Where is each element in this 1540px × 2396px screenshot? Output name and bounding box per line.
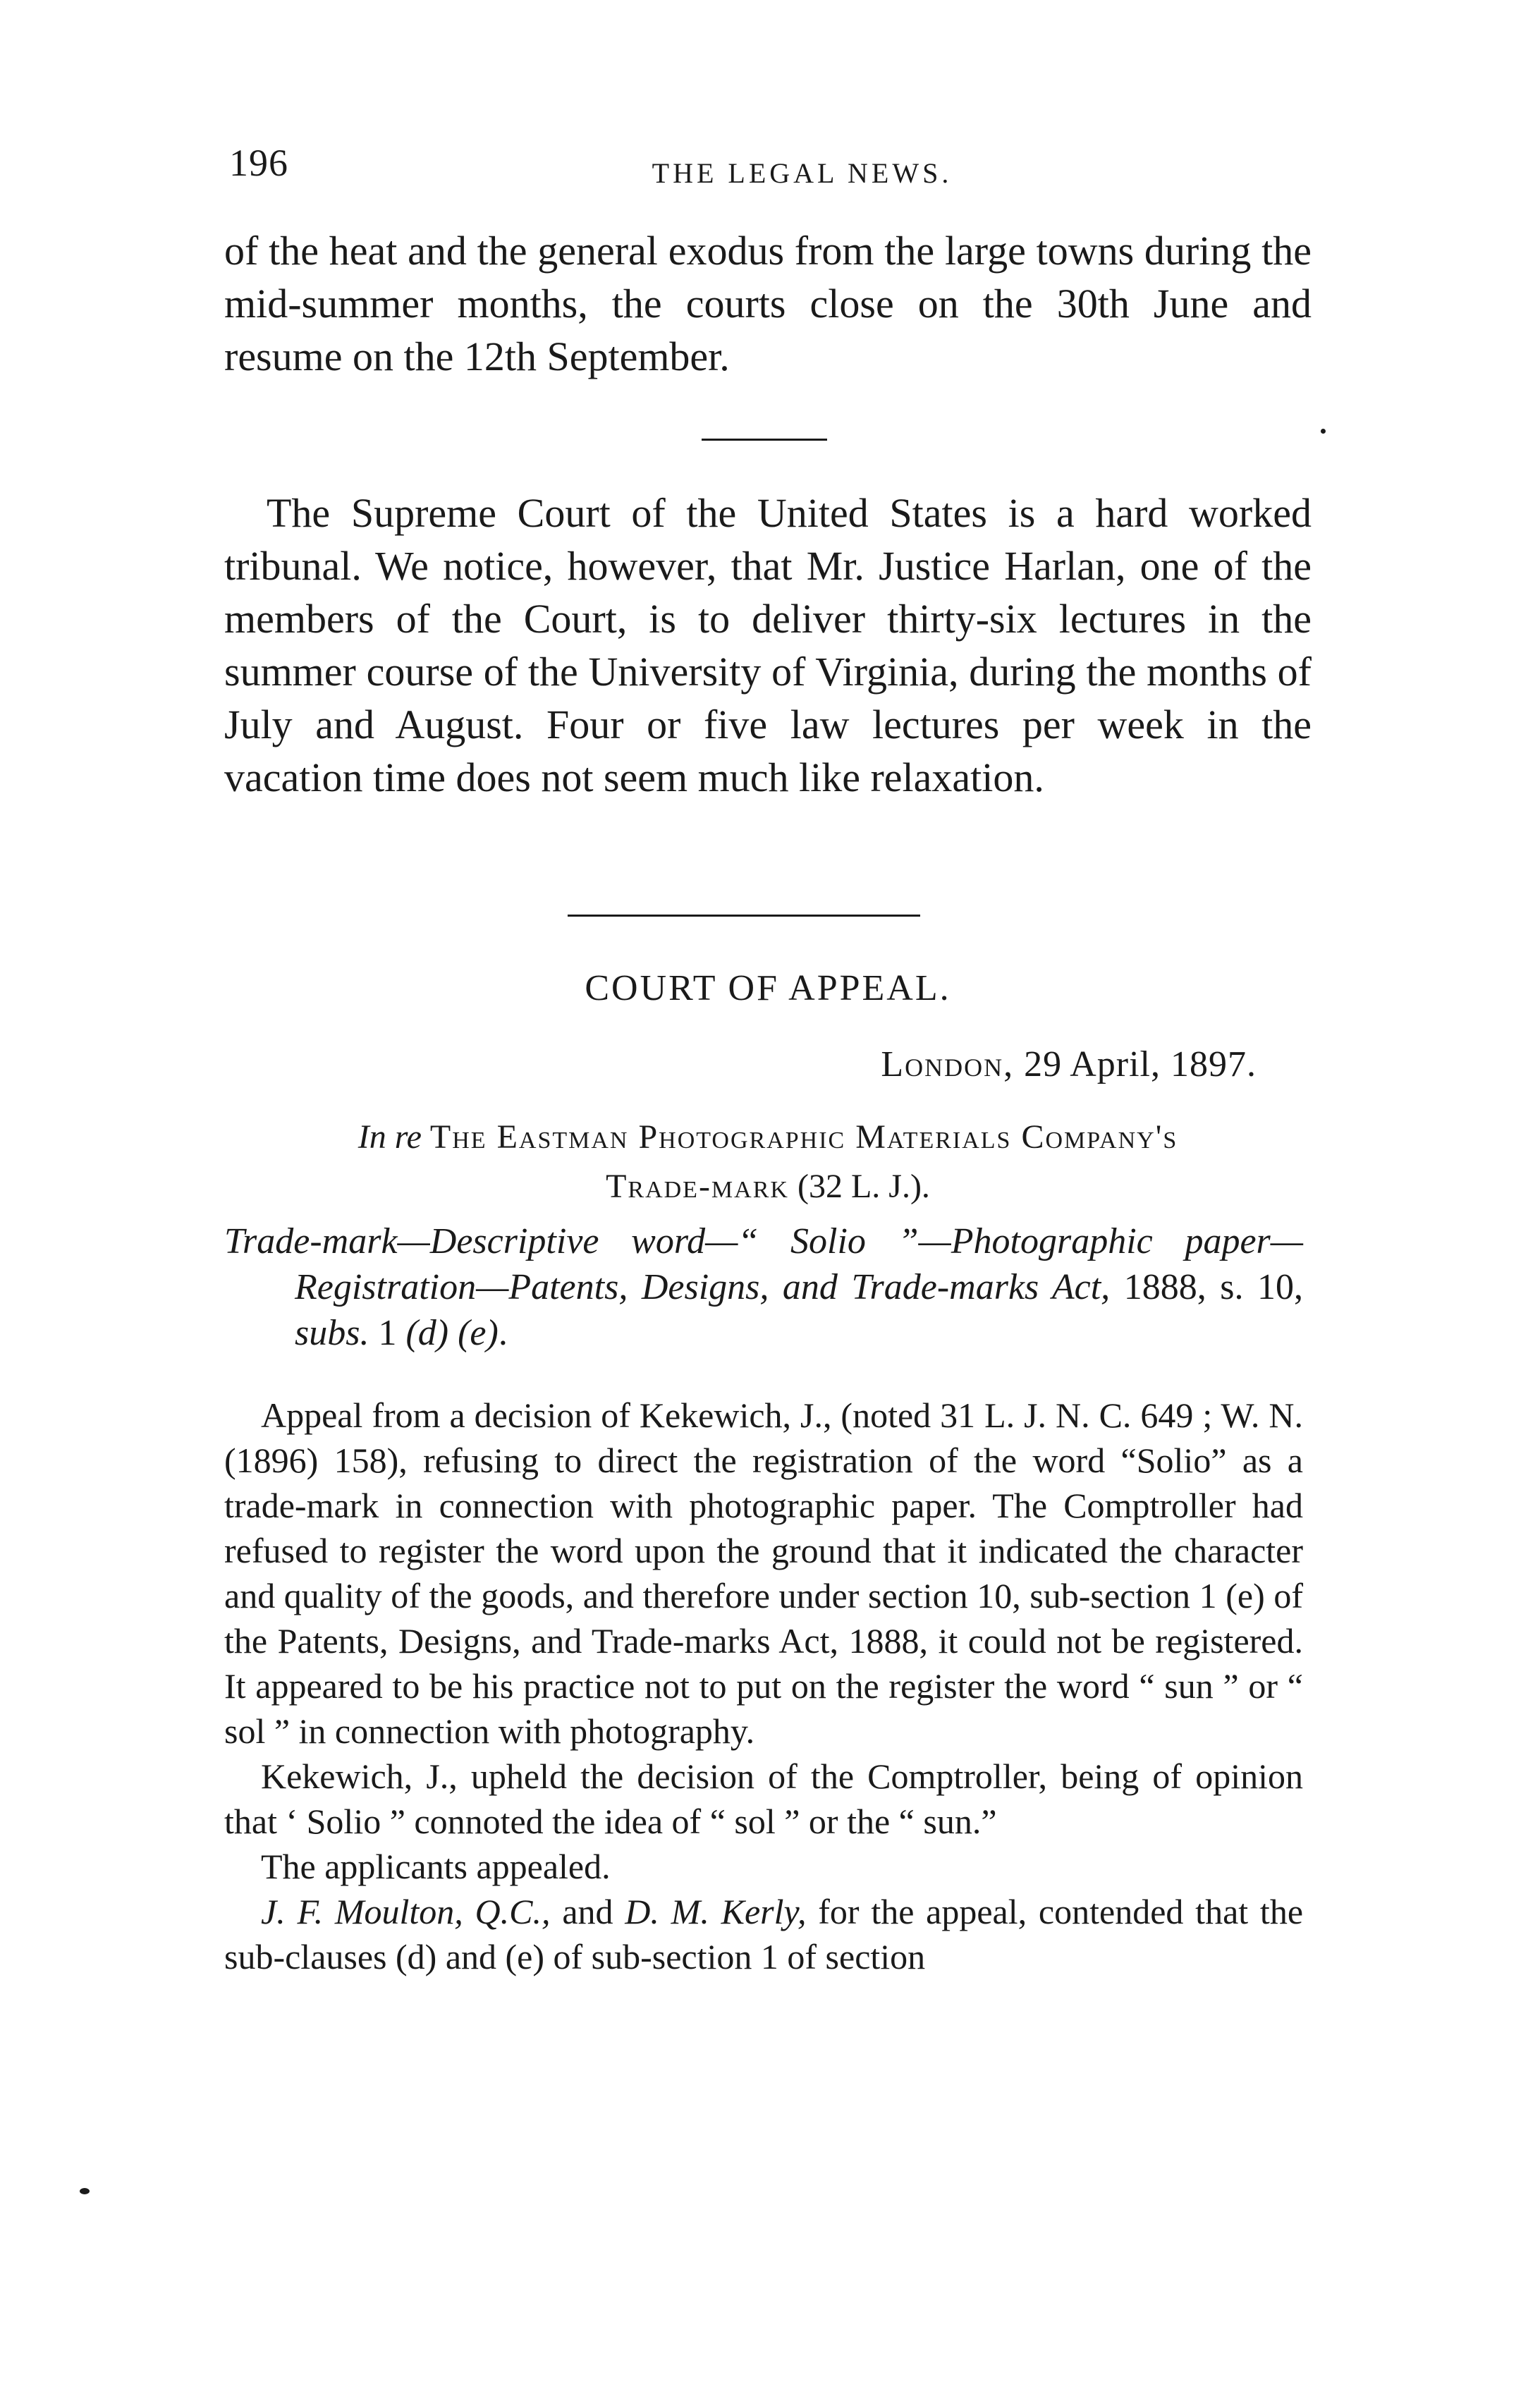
- headnote-act-section: 1888, s. 10,: [1123, 1267, 1304, 1307]
- case-name-trademark: Trade-mark: [606, 1168, 789, 1205]
- headnote-clauses: (d) (e): [405, 1313, 499, 1353]
- running-head: THE LEGAL NEWS.: [652, 157, 953, 189]
- dateline-city: London,: [881, 1044, 1015, 1084]
- counsel-and: and: [562, 1892, 613, 1931]
- dateline: [881, 1044, 1257, 1085]
- headnote: [224, 1218, 1303, 1356]
- counsel-text-2: of sub-section 1 of section: [553, 1937, 926, 1976]
- print-speck: [80, 2188, 90, 2194]
- headnote-subs: subs.: [295, 1313, 369, 1353]
- case-in-re: In re: [358, 1118, 422, 1156]
- clause-e: (e): [505, 1937, 545, 1976]
- report-paragraph-appealed: The applicants appealed.: [261, 1847, 611, 1886]
- section-divider: [568, 915, 920, 917]
- case-report: [224, 1393, 1303, 1979]
- report-paragraph-counsel: [224, 1889, 1303, 1979]
- counsel-and-2: and: [445, 1937, 497, 1976]
- page-number: 196: [229, 142, 288, 184]
- report-paragraph-appeal: Appeal from a decision of Kekewich, J., (noted 31 L. J. N. C. 649 ; W. N. (1896) 158), refusing to direct the registration of the word “Solio” as a trade-mark in connection with photographic paper. The Comptroller had refused to register the word upon the ground that it indicated the character and quality of the goods, and therefore under section 10, sub-section 1 (e) of the Patents, Designs, and Trade-marks Act, 1888, it could not be registered. It appeared to be his practice not to put on the register the word “ sun ” or “ sol ” in connection with photography.: [224, 1395, 1303, 1751]
- counsel-text-1: for the appeal, contended that the sub-clauses: [224, 1892, 1304, 1976]
- headnote-keywords: Trade-mark—Descriptive word—“ Solio ”—Photographic paper—Registration—Patents, Designs, and Trade-marks Act,: [224, 1221, 1303, 1307]
- report-paragraph-kekewich: Kekewich, J., upheld the decision of the Comptroller, being of opinion that ‘ Solio ” connoted the idea of “ sol ” or the “ sun.”: [224, 1756, 1303, 1841]
- headnote-period: .: [498, 1313, 508, 1353]
- case-title: [224, 1113, 1312, 1211]
- counsel-kerly: D. M. Kerly,: [625, 1892, 807, 1931]
- short-divider: [702, 439, 827, 441]
- supreme-court-paragraph-text: The Supreme Court of the United States is a hard worked tribunal. We notice, however, that Mr. Justice Harlan, one of the members of the Court, is to deliver thirty-six lectures in the summer course of the University of Virginia, during the months of July and August. Four or five law lectures per week in the vacation time does not seem much like relaxation.: [224, 490, 1312, 800]
- case-citation: (32 L. J.).: [797, 1168, 930, 1205]
- continued-paragraph: [224, 224, 1312, 383]
- counsel-moulton: J. F. Moulton, Q.C.,: [261, 1892, 551, 1931]
- supreme-court-paragraph: [224, 487, 1312, 804]
- continued-paragraph-text: of the heat and the general exodus from the large towns during the mid-summer months, the courts close on the 30th June and resume on the 12th September.: [224, 228, 1312, 379]
- clause-d: (d): [396, 1937, 437, 1976]
- page-header: [229, 141, 1319, 197]
- section-title: COURT OF APPEAL.: [585, 968, 951, 1008]
- dateline-date: 29 April, 1897.: [1024, 1044, 1257, 1084]
- print-speck: [1321, 429, 1326, 434]
- headnote-subs-number: 1: [378, 1313, 397, 1353]
- case-name-line1: The Eastman Photographic Materials Company's: [429, 1118, 1178, 1156]
